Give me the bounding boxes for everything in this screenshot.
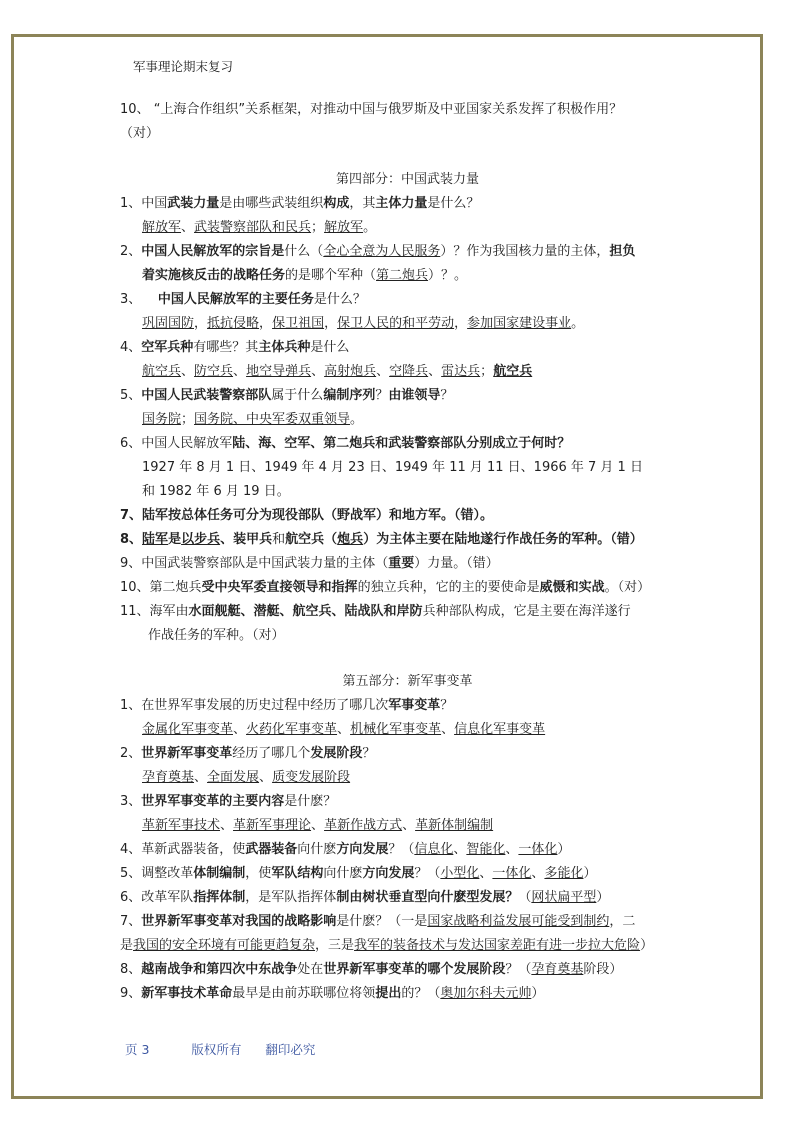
t: 国家战略利益发展可能受到制约 [427, 914, 610, 929]
s4-q8 [120, 528, 695, 552]
t: 9、中国武装警察部队是中国武装力量的主体（ [120, 556, 389, 571]
t: 国务院 [142, 412, 182, 427]
t: 1、中国 [120, 196, 168, 211]
t: 解放军 [324, 220, 364, 235]
t: 方向发展 [336, 842, 389, 857]
t: ？（ [505, 962, 532, 977]
t: 新军事技术革命 [141, 986, 233, 1001]
t: 7、陆军按总体任务可分为现役部队（野战军）和地方军。 [120, 508, 455, 523]
t: 、 [233, 364, 247, 379]
s4-q11 [120, 600, 695, 624]
t: 雷达兵 [441, 364, 481, 379]
s5-q6 [120, 886, 695, 910]
t: 世界军事变革的主要内容 [141, 794, 285, 809]
s4-q2-cont [120, 264, 695, 288]
t: 网状扁平型 [531, 890, 597, 905]
t: ； [311, 220, 325, 235]
t: 质变发展阶段 [272, 770, 351, 785]
t: 提出 [375, 986, 402, 1001]
t: 地空导弹兵 [246, 364, 312, 379]
s5-a3 [120, 814, 695, 838]
t: 9、 [120, 986, 142, 1001]
t: ） [640, 938, 654, 953]
t: ，使 [245, 866, 272, 881]
s5-q3 [120, 790, 695, 814]
t: 经历了哪几个 [232, 746, 311, 761]
t: 防空兵 [194, 364, 234, 379]
t: 信息化 [414, 842, 454, 857]
t: 。 [363, 220, 377, 235]
t: 我国的安全环境有可能更趋复杂 [133, 938, 316, 953]
t: ？（ [388, 842, 415, 857]
t: 。（对） [604, 580, 651, 595]
t: 、 [233, 722, 247, 737]
t: 火药化军事变革 [246, 722, 338, 737]
t: ）为主体 [363, 532, 416, 547]
t: ？ [375, 388, 389, 403]
t: 高射炮兵 [324, 364, 377, 379]
t: 以步兵 [181, 532, 221, 547]
t: 。 [350, 412, 364, 427]
t: 的？（ [401, 986, 441, 1001]
t: ， [259, 316, 273, 331]
t: 国务院、中央军委双重领导 [194, 412, 351, 427]
s4-q1 [120, 192, 695, 216]
item-text: “上海合作组织”关系框架，对推动中国与俄罗斯及中亚国家关系发挥了积极作用？ [153, 102, 623, 117]
t: 多能化 [544, 866, 584, 881]
t: 保卫祖国 [272, 316, 325, 331]
t: 全面发展 [207, 770, 260, 785]
t: 智能化 [466, 842, 506, 857]
t: 、 [181, 364, 195, 379]
t: 3、 [120, 794, 142, 809]
t: 参加国家建设事业 [467, 316, 572, 331]
t: 8、 [120, 532, 143, 547]
t: 孕育奠基 [531, 962, 584, 977]
t: 处在 [297, 962, 324, 977]
t: 是什麽？ [284, 794, 337, 809]
s4-q2 [120, 240, 695, 264]
t: 、 [505, 842, 519, 857]
t: ； [181, 412, 195, 427]
t: 、 [441, 722, 455, 737]
t: 、 [428, 364, 442, 379]
s5-q1 [120, 694, 695, 718]
t: 革新作战方式 [324, 818, 403, 833]
t: 军队结构 [271, 866, 324, 881]
t: 主体力量 [375, 196, 428, 211]
t: 最早是由前苏联哪位将领 [232, 986, 376, 1001]
t: 空军兵种 [141, 340, 194, 355]
item-number: 10、 [120, 102, 150, 117]
s4-a6a: 1927 年 8 月 1 日、1949 年 4 月 23 日、1949 年 11 月 11 日、1966 年 7 月 1 日 [142, 460, 643, 475]
t: 2、 [120, 244, 142, 259]
s4-q5 [120, 384, 695, 408]
t: 孕育奠基 [142, 770, 195, 785]
t: ） [531, 986, 545, 1001]
s4-q6 [120, 432, 695, 456]
t: 3、 [120, 292, 142, 307]
t: 第二炮兵 [376, 268, 429, 283]
s5-q7 [120, 910, 695, 934]
t: （ [324, 532, 338, 547]
t: 、 [311, 818, 325, 833]
t: 中国人民解放军的宗旨是 [141, 244, 285, 259]
t: ； [480, 364, 494, 379]
t: 、 [220, 532, 234, 547]
t: 、 [194, 770, 208, 785]
t: 装甲兵 [233, 532, 273, 547]
t: 军事变革 [388, 698, 441, 713]
t: 世界新军事变革的哪个发展阶段 [323, 962, 506, 977]
t: 、 [453, 842, 467, 857]
t: ） [557, 842, 571, 857]
t: 。 [571, 316, 585, 331]
t: ，二 [609, 914, 636, 929]
t: 小型化 [440, 866, 480, 881]
t: 8、 [120, 962, 142, 977]
t: 一体化 [518, 842, 558, 857]
document-body [120, 98, 695, 1006]
t: ，其 [349, 196, 376, 211]
t: （ [518, 890, 532, 905]
t: 主要在陆地遂行作战任务的军种。（错） [415, 532, 643, 547]
t: 航空兵 [142, 364, 182, 379]
t: 、 [220, 818, 234, 833]
t: 4、 [120, 340, 142, 355]
t: 世界新军事变革对我国的战略影响 [141, 914, 337, 929]
t: 全心全意为人民服务 [323, 244, 441, 259]
t: 受中央军委直接领导和指挥 [201, 580, 358, 595]
t: 编制序列 [323, 388, 376, 403]
t: 向什麽 [297, 842, 337, 857]
t: 有哪些？其 [193, 340, 259, 355]
t: 担负 [609, 244, 636, 259]
t: ， [324, 316, 338, 331]
t: 、 [531, 866, 545, 881]
t: 解放军 [142, 220, 182, 235]
t: ）力量。（错） [414, 556, 499, 571]
t: 主体兵种 [258, 340, 311, 355]
answer: （对） [120, 126, 160, 141]
s4-a3 [120, 312, 695, 336]
t: 发展阶段 [310, 746, 363, 761]
t: 指挥体制 [193, 890, 246, 905]
t: 我军的装备技术与发达国家差距有进一步拉大危险 [354, 938, 641, 953]
t: （错）。 [454, 508, 494, 523]
t: 机械化军事变革 [350, 722, 442, 737]
t: 体制编制 [193, 866, 246, 881]
section-5-title: 第五部分：新军事变革 [342, 674, 473, 689]
s4-q10 [120, 576, 695, 600]
t: 制由树状垂直型向什麽型发展？ [336, 890, 519, 905]
t: ？（ [414, 866, 441, 881]
t: 阶段） [583, 962, 623, 977]
copyright-text: 版权所有 [191, 1042, 242, 1057]
t: 是什麽？（一是 [336, 914, 428, 929]
t: 、 [376, 364, 390, 379]
page-footer [125, 1040, 315, 1058]
t: ） [583, 866, 597, 881]
t: ， [454, 316, 468, 331]
t: 属于什么 [271, 388, 324, 403]
page-number: 3 [141, 1042, 150, 1057]
s4-q3 [120, 288, 695, 312]
t: 7、 [120, 914, 142, 929]
t: 的独立兵种，它的主的要使命是 [357, 580, 540, 595]
s5-q4 [120, 838, 695, 862]
t: 武器装备 [245, 842, 298, 857]
t: ，三是 [315, 938, 355, 953]
t: 5、调整改革 [120, 866, 194, 881]
t: ， [194, 316, 208, 331]
s5-q5 [120, 862, 695, 886]
t: 、 [311, 364, 325, 379]
t: ） [596, 890, 610, 905]
t: 是什么？ [313, 292, 366, 307]
s5-q8 [120, 958, 695, 982]
section-4-title: 第四部分：中国武装力量 [335, 172, 479, 187]
s4-a4 [120, 360, 695, 384]
t: 奥加尔科夫元帅 [440, 986, 532, 1001]
t: 方向发展 [362, 866, 415, 881]
item-10-answer [120, 122, 695, 146]
t: 中国人民解放军的主要任务 [157, 292, 314, 307]
t: 金属化军事变革 [142, 722, 234, 737]
t: 5、 [120, 388, 142, 403]
t: 1、在世界军事发展的历史过程中经历了哪几次 [120, 698, 389, 713]
t: 的是哪个军种（ [285, 268, 377, 283]
t: 武装警察部队和民兵 [194, 220, 312, 235]
t: 和 [272, 532, 286, 547]
s4-a6b: 和 1982 年 6 月 19 日。 [142, 484, 290, 499]
t: 6、中国人民解放军 [120, 436, 233, 451]
t: 炮兵 [337, 532, 364, 547]
t: 是由哪些武装组织 [219, 196, 324, 211]
t: 2、 [120, 746, 142, 761]
item-10 [120, 98, 695, 122]
t: 向什麽 [323, 866, 363, 881]
t: ）？作为我国核力量的主体， [440, 244, 610, 259]
t: 11、海军由 [120, 604, 189, 619]
s4-q7 [120, 504, 695, 528]
t: 空降兵 [389, 364, 429, 379]
t: 革新军事理论 [233, 818, 312, 833]
s4-q11-cont: 作战任务的军种。（对） [148, 628, 285, 643]
t: 世界新军事变革 [141, 746, 233, 761]
s4-a5 [120, 408, 695, 432]
t: 是什么？ [427, 196, 480, 211]
t: 越南战争和第四次中东战争 [141, 962, 298, 977]
t: 革新军事技术 [142, 818, 221, 833]
t: 重要 [388, 556, 415, 571]
t: 构成 [323, 196, 350, 211]
t: 、 [337, 722, 351, 737]
page-label: 页 [125, 1042, 138, 1057]
t: 武装力量 [167, 196, 220, 211]
t: 是 [168, 532, 182, 547]
t: 巩固国防 [142, 316, 195, 331]
t: 水面舰艇、潜艇、航空兵、陆战队和岸防 [188, 604, 423, 619]
s5-a2 [120, 766, 695, 790]
page-header: 军事理论期末复习 [133, 59, 234, 74]
t: 是 [120, 938, 134, 953]
t: 兵种部队构成，它是主要在海洋遂行 [422, 604, 631, 619]
t: 6、改革军队 [120, 890, 194, 905]
t: 由谁领导 [388, 388, 441, 403]
s4-q4 [120, 336, 695, 360]
s5-q2 [120, 742, 695, 766]
t: 着实施核反击的战略任务 [142, 268, 286, 283]
t: 信息化军事变革 [454, 722, 546, 737]
t: 航空兵 [493, 364, 533, 379]
t: 革新体制编制 [415, 818, 494, 833]
t: ，是军队指挥体 [245, 890, 337, 905]
t: ？ [440, 388, 454, 403]
t: 航空兵 [285, 532, 325, 547]
t: 保卫人民的和平劳动 [337, 316, 455, 331]
s5-a1 [120, 718, 695, 742]
t: ？ [440, 698, 454, 713]
t: 是什么 [310, 340, 350, 355]
s5-q9 [120, 982, 695, 1006]
t: 10、第二炮兵 [120, 580, 202, 595]
t: 4、革新武器装备，使 [120, 842, 246, 857]
t: 、 [181, 220, 195, 235]
s4-a1 [120, 216, 695, 240]
t: 陆、海、空军、第二炮兵和武装警察部队分别成立于何时？ [232, 436, 571, 451]
t: 什么（ [284, 244, 324, 259]
t: 陆军 [142, 532, 169, 547]
t: 一体化 [492, 866, 532, 881]
t: 中国人民武装警察部队 [141, 388, 272, 403]
s5-q7-cont [120, 934, 695, 958]
t: ）？。 [428, 268, 468, 283]
t: 威慑和实战 [539, 580, 605, 595]
t: 、 [402, 818, 416, 833]
s4-q9 [120, 552, 695, 576]
t: 、 [259, 770, 273, 785]
t: ？ [362, 746, 376, 761]
t: 抵抗侵略 [207, 316, 260, 331]
t: 、 [479, 866, 493, 881]
copy-warning-text: 翻印必究 [265, 1042, 316, 1057]
